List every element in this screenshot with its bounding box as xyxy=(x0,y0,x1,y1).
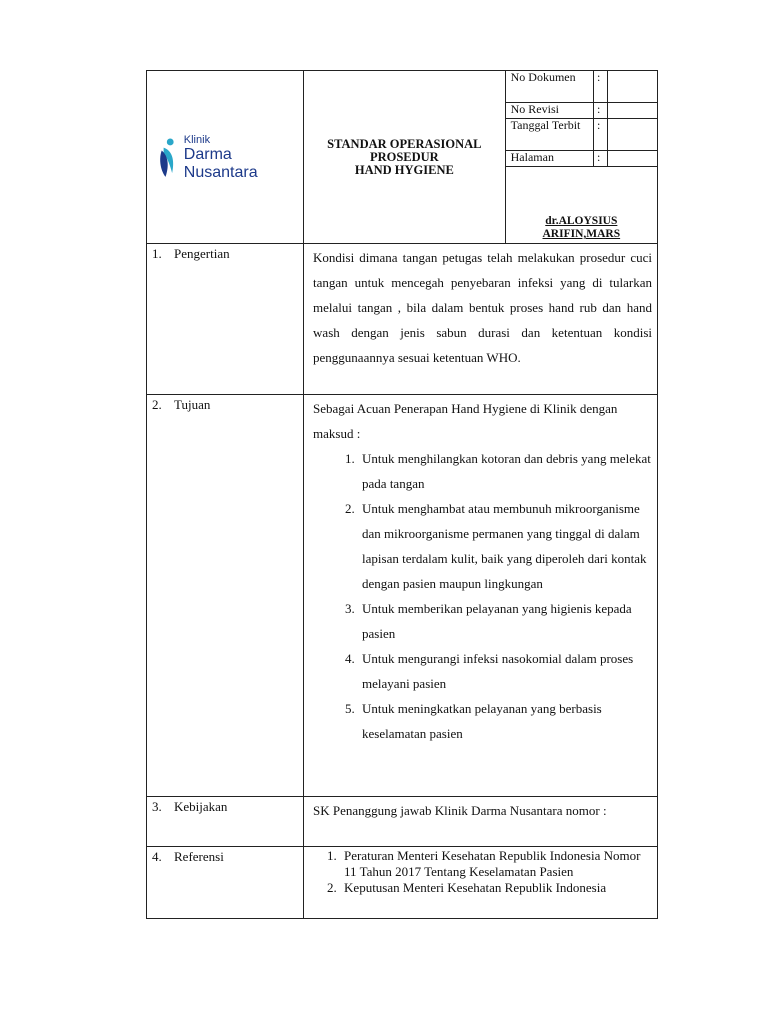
list-item: 2. Keputusan Menteri Kesehatan Republik Indonesia xyxy=(340,880,652,896)
section-content xyxy=(304,847,658,919)
sop-table xyxy=(146,70,658,919)
logo-cell xyxy=(147,71,304,244)
section-content xyxy=(304,797,658,847)
section-referensi xyxy=(147,847,658,919)
logo-clinic-name: Darma Nusantara xyxy=(183,146,258,181)
list-item: 4. Untuk mengurangi infeksi nasokomial dalam proses melayani pasien xyxy=(358,646,652,696)
document-meta-table xyxy=(506,71,657,167)
list-item: 2. Untuk menghambat atau membunuh mikroorganisme dan mikroorganisme permanen yang tinggal di dalam lapisan terdalam kulit, baik yang diperoleh dari kontak dengan pasien maupun lingkungan xyxy=(358,496,652,596)
list-item: 5. Untuk meningkatkan pelayanan yang berbasis keselamatan pasien xyxy=(358,696,652,746)
section-title: Tujuan xyxy=(174,397,211,412)
meta-value-no-revisi xyxy=(608,103,658,119)
section-label xyxy=(147,244,304,395)
clinic-logo xyxy=(157,134,303,182)
section-label xyxy=(147,847,304,919)
meta-label-no-revisi: No Revisi xyxy=(506,103,594,119)
meta-colon: : xyxy=(594,103,608,119)
list-item: 3. Untuk memberikan pelayanan yang higienis kepada pasien xyxy=(358,596,652,646)
section-number: 2. xyxy=(152,397,162,412)
meta-colon: : xyxy=(594,71,608,103)
tujuan-list xyxy=(313,446,652,746)
section-number: 4. xyxy=(152,849,162,864)
section-number: 3. xyxy=(152,799,162,814)
section-label xyxy=(147,395,304,797)
meta-value-no-dokumen xyxy=(608,71,658,103)
list-item: 1. Peraturan Menteri Kesehatan Republik Indonesia Nomor 11 Tahun 2017 Tentang Keselamatan Pasien xyxy=(340,848,652,880)
clinic-logo-icon xyxy=(157,136,178,180)
section-label xyxy=(147,797,304,847)
section-tujuan xyxy=(147,395,658,797)
meta-value-tanggal-terbit xyxy=(608,119,658,151)
meta-label-halaman: Halaman xyxy=(506,151,594,167)
meta-value-halaman xyxy=(608,151,658,167)
section-title: Pengertian xyxy=(174,246,230,261)
signer-line-1: dr.ALOYSIUS xyxy=(545,215,618,227)
section-kebijakan xyxy=(147,797,658,847)
pengertian-text: Kondisi dimana tangan petugas telah melakukan prosedur cuci tangan untuk mencegah penyebaran infeksi yang di tularkan melalui tangan , bila dalam bentuk proses hand rub dan hand wash dengan jenis sabun durasi dan ketentuan kondisi penggunaannya sesuai ketentuan WHO. xyxy=(313,250,652,365)
title-line-2: PROSEDUR xyxy=(369,149,439,164)
meta-label-no-dokumen: No Dokumen xyxy=(506,71,594,103)
signer-line-2: ARIFIN,MARS xyxy=(542,228,621,240)
kebijakan-text: SK Penanggung jawab Klinik Darma Nusantara nomor : xyxy=(313,803,607,818)
list-item: 1. Untuk menghilangkan kotoran dan debris yang melekat pada tangan xyxy=(358,446,652,496)
title-line-3: HAND HYGIENE xyxy=(354,162,454,177)
document-title xyxy=(304,71,506,244)
section-title: Kebijakan xyxy=(174,799,228,814)
section-pengertian xyxy=(147,244,658,395)
meta-cell xyxy=(505,71,657,244)
section-number: 1. xyxy=(152,246,162,261)
section-title: Referensi xyxy=(174,849,224,864)
signer-name xyxy=(506,215,657,241)
logo-small-text: Klinik xyxy=(183,134,211,146)
referensi-list xyxy=(313,848,652,896)
meta-colon: : xyxy=(594,151,608,167)
title-line-1: STANDAR OPERASIONAL xyxy=(327,136,482,151)
section-content xyxy=(304,395,658,797)
meta-label-tanggal-terbit: Tanggal Terbit xyxy=(506,119,594,151)
section-content xyxy=(304,244,658,395)
tujuan-intro: Sebagai Acuan Penerapan Hand Hygiene di Klinik dengan maksud : xyxy=(313,401,618,441)
meta-colon: : xyxy=(594,119,608,151)
